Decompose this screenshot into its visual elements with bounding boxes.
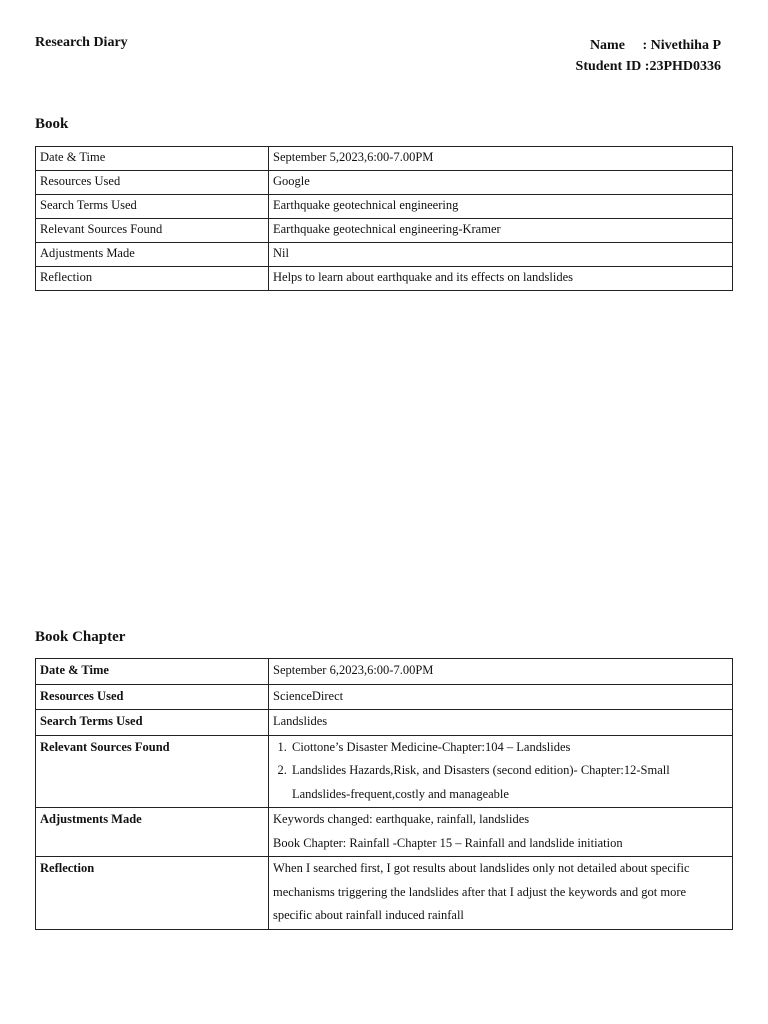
student-info [576,35,721,77]
sources-list [273,736,728,807]
list-item: 2. Landslides Hazards,Risk, and Disasters (second edition)- Chapter:12-Small Landslides-frequent,costly and manageable [290,759,728,806]
row-key: Search Terms Used [36,710,269,736]
row-value: When I searched first, I got results about landslides only not detailed about specific mechanisms triggering the landslides after that I adjust the keywords and got more specific about rainfall induced rainfall [269,857,733,930]
name-label: Name [589,38,625,53]
table-row [36,219,733,243]
row-key: Adjustments Made [36,243,269,267]
row-value: Google [269,171,733,195]
list-item: 1. Ciottone’s Disaster Medicine-Chapter:104 – Landslides [290,736,728,760]
name-row [576,35,721,56]
row-key: Relevant Sources Found [36,219,269,243]
table-row [36,147,733,171]
row-value [269,735,733,808]
table-row [36,710,733,736]
table-row [36,808,733,857]
row-key: Adjustments Made [36,808,269,857]
row-value: ScienceDirect [269,684,733,710]
table-row [36,659,733,685]
adjustment-line: Keywords changed: earthquake, rainfall, landslides [273,812,530,826]
book-chapter-table [35,658,733,930]
table-row [36,267,733,291]
table-row [36,171,733,195]
row-value: Nil [269,243,733,267]
row-key: Reflection [36,267,269,291]
student-id-row [576,56,721,77]
table-row [36,684,733,710]
book-chapter-heading: Book Chapter [35,629,126,645]
adjustment-line: Book Chapter: Rainfall -Chapter 15 – Rainfall and landslide initiation [273,835,623,850]
row-key: Date & Time [36,659,269,685]
student-id-value: :23PHD0336 [644,59,721,74]
book-heading: Book [35,116,69,132]
row-value: Landslides [269,710,733,736]
row-key: Resources Used [36,171,269,195]
page-title: Research Diary [35,35,128,50]
table-row [36,243,733,267]
table-row [36,195,733,219]
table-row [36,857,733,930]
row-key: Relevant Sources Found [36,735,269,808]
row-key: Reflection [36,857,269,930]
row-value: Earthquake geotechnical engineering-Kramer [269,219,733,243]
book-table [35,146,733,291]
row-key: Search Terms Used [36,195,269,219]
student-id-label: Student ID [575,59,642,74]
row-key: Date & Time [36,147,269,171]
row-value: Helps to learn about earthquake and its effects on landslides [269,267,733,291]
row-key: Resources Used [36,684,269,710]
row-value: Earthquake geotechnical engineering [269,195,733,219]
row-value [269,808,733,857]
name-value: : Nivethiha P [642,38,721,53]
table-row [36,735,733,808]
row-value: September 6,2023,6:00-7.00PM [269,659,733,685]
row-value: September 5,2023,6:00-7.00PM [269,147,733,171]
